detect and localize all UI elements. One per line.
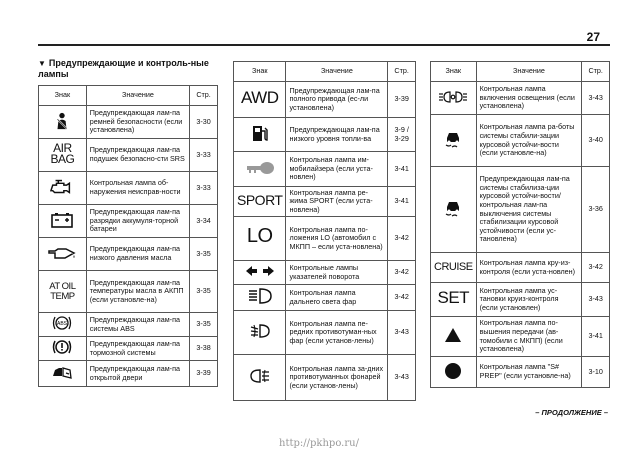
rear-fog-icon <box>249 367 271 385</box>
table-row <box>234 152 416 187</box>
page-cell: 3-43 <box>582 82 610 115</box>
page-cell: 3-41 <box>388 187 416 217</box>
meaning-cell: Контрольная лампа дальнего света фар <box>286 285 388 311</box>
table-row <box>431 167 610 253</box>
page-cell: 3-35 <box>190 271 218 313</box>
table-header <box>431 62 610 82</box>
table-row <box>431 82 610 115</box>
icon-cell <box>39 238 87 271</box>
icon-cell <box>234 217 286 261</box>
icon-cell <box>39 172 87 205</box>
meaning-cell: Предупреждающая лам-па низкого давления масла <box>86 238 189 271</box>
icon-cell <box>39 313 87 337</box>
triangle-icon <box>444 327 462 343</box>
table-row <box>234 217 416 261</box>
table-header <box>234 62 416 82</box>
header-page: Стр. <box>388 62 416 82</box>
meaning-cell: Предупреждающая лам-па разрядки аккумуля-торной батареи <box>86 205 189 238</box>
page-cell: 3-38 <box>190 337 218 361</box>
meaning-cell: Контрольная лампа ра-боты системы стабили-зации курсовой устойчи-вости (если установле-на) <box>476 115 582 167</box>
page-cell: 3-39 <box>388 82 416 118</box>
icon-cell <box>234 355 286 401</box>
page-cell: 3-35 <box>190 238 218 271</box>
table-row <box>39 238 218 271</box>
page-cell: 3-34 <box>190 205 218 238</box>
meaning-cell: Контрольная лампа им-мобилайзера (если уста-новлен) <box>286 152 388 187</box>
table-row <box>234 285 416 311</box>
table-row <box>39 172 218 205</box>
continuation-note: – ПРОДОЛЖЕНИЕ – <box>535 408 608 417</box>
top-rule <box>38 44 610 46</box>
page-cell: 3-40 <box>582 115 610 167</box>
page-cell: 3-42 <box>388 261 416 285</box>
icon-cell <box>234 82 286 118</box>
icon-cell <box>431 115 477 167</box>
page-cell: 3-43 <box>582 283 610 317</box>
awd-text-icon: AWD <box>240 87 279 107</box>
meaning-cell: Предупреждающая лам-па системы ABS <box>86 313 189 337</box>
set-text-icon: SET <box>437 287 470 307</box>
meaning-cell: Предупреждающая лам-па полного привода (ес-ли установлена) <box>286 82 388 118</box>
warning-lamps-table-1 <box>38 85 218 387</box>
lighting-indicator-icon <box>438 91 468 103</box>
table-row <box>431 283 610 317</box>
icon-cell <box>39 106 87 139</box>
table-row <box>234 118 416 152</box>
meaning-cell: Предупреждающая лам-па температуры масла в АКПП (если установле-на) <box>86 271 189 313</box>
meaning-cell: Контрольная лампа по-ложения LO (автомобил с МКПП – если уста-новлена) <box>286 217 388 261</box>
warning-lamps-table-2 <box>233 61 416 401</box>
meaning-cell: Контрольная лампа пе-редних противотуман-ных фар (если установ-лены) <box>286 311 388 355</box>
footer-url[interactable]: http://pkhpo.ru/ <box>279 438 359 449</box>
meaning-cell: Контрольная лампа "S# PREP" (если установле-на) <box>476 357 582 388</box>
icon-cell <box>234 285 286 311</box>
page-cell: 3-42 <box>388 285 416 311</box>
meaning-cell: Контрольная лампа за-дних противотуманных фонарей (если установ-лены) <box>286 355 388 401</box>
table-row <box>39 313 218 337</box>
icon-cell <box>431 82 477 115</box>
header-sign: Знак <box>39 86 87 106</box>
oil-pressure-icon <box>47 246 77 260</box>
table-row <box>431 357 610 388</box>
page-cell: 3-42 <box>582 253 610 283</box>
page-cell: 3-33 <box>190 139 218 172</box>
icon-cell <box>234 152 286 187</box>
header-sign: Знак <box>234 62 286 82</box>
table-row <box>234 261 416 285</box>
brake-warning-icon <box>51 338 73 356</box>
meaning-cell: Предупреждающая лам-па ремней безопасности (если установлена) <box>86 106 189 139</box>
door-open-icon <box>50 364 74 380</box>
header-meaning: Значение <box>476 62 582 82</box>
page-cell: 3-35 <box>190 313 218 337</box>
icon-cell <box>39 205 87 238</box>
meaning-cell: Контрольная лампа ре-жима SPORT (если уста-новлена) <box>286 187 388 217</box>
icon-cell <box>39 139 87 172</box>
table-row <box>39 361 218 387</box>
check-engine-icon <box>50 179 74 195</box>
header-meaning: Значение <box>286 62 388 82</box>
header-sign: Знак <box>431 62 477 82</box>
header-page: Стр. <box>190 86 218 106</box>
icon-cell <box>431 283 477 317</box>
high-beam-icon <box>247 287 273 305</box>
header-page: Стр. <box>582 62 610 82</box>
icon-cell <box>234 187 286 217</box>
icon-cell <box>234 261 286 285</box>
meaning-cell: Контрольная лампа по-вышения передачи (ав-томобили с МКПП) (если установлена) <box>476 317 582 357</box>
turn-signal-arrows-icon <box>245 265 275 277</box>
header-meaning: Значение <box>86 86 189 106</box>
meaning-cell: Предупреждающая лам-па низкого уровня топли-ва <box>286 118 388 152</box>
page-cell: 3-36 <box>582 167 610 253</box>
icon-cell <box>234 118 286 152</box>
warning-lamps-table-3 <box>430 61 610 388</box>
lo-text-icon: LO <box>246 225 273 248</box>
icon-cell <box>39 337 87 361</box>
table-row <box>234 82 416 118</box>
battery-icon <box>50 212 74 228</box>
meaning-cell: Предупреждающая лам-па системы стабилиза-ции курсовой устойчи-вости/контрольная лам-па выключения системы стабилизации курсовой устойчивости (если ус-тановлена) <box>476 167 582 253</box>
table-row <box>234 311 416 355</box>
icon-cell <box>39 361 87 387</box>
table-row <box>431 317 610 357</box>
table-row <box>39 139 218 172</box>
vdc-icon <box>443 129 463 149</box>
table-row <box>431 253 610 283</box>
page-cell: 3-41 <box>388 152 416 187</box>
table-row <box>234 187 416 217</box>
page-cell: 3-43 <box>388 311 416 355</box>
table-row <box>39 106 218 139</box>
meaning-cell: Предупреждающая лам-па тормозной системы <box>86 337 189 361</box>
icon-cell <box>39 271 87 313</box>
page-cell: 3-33 <box>190 172 218 205</box>
front-fog-icon <box>249 322 271 340</box>
airbag-text-icon: AIR BAG <box>50 141 75 166</box>
page-cell: 3-10 <box>582 357 610 388</box>
meaning-cell: Контрольные лампы указателей поворота <box>286 261 388 285</box>
vdc-off-icon <box>443 198 463 218</box>
icon-cell <box>431 167 477 253</box>
table-row <box>39 337 218 361</box>
meaning-cell: Контрольная лампа кру-из-контроля (если уста-новлен) <box>476 253 582 283</box>
abs-icon <box>51 314 73 332</box>
sport-text-icon: SPORT <box>237 191 283 208</box>
page-cell: 3-42 <box>388 217 416 261</box>
table-row <box>39 271 218 313</box>
circle-icon <box>444 362 462 380</box>
page-cell: 3-39 <box>190 361 218 387</box>
page-cell: 3-41 <box>582 317 610 357</box>
table-header <box>39 86 218 106</box>
icon-cell <box>234 311 286 355</box>
page-number: 27 <box>586 30 600 44</box>
icon-cell <box>431 357 477 388</box>
table-row <box>431 115 610 167</box>
immobilizer-key-icon <box>245 161 275 175</box>
low-fuel-icon <box>251 123 269 143</box>
icon-cell <box>431 317 477 357</box>
meaning-cell: Предупреждающая лам-па открытой двери <box>86 361 189 387</box>
triangle-bullet-icon: ▼ <box>38 59 46 68</box>
at-oil-text-icon: AT OIL <box>49 280 76 292</box>
svg-text:ABS: ABS <box>57 321 68 328</box>
temp-text-icon: TEMP <box>50 290 75 302</box>
meaning-cell: Предупреждающая лам-па подушек безопасно-сти SRS <box>86 139 189 172</box>
table-row <box>234 355 416 401</box>
meaning-cell: Контрольная лампа об-наружения неисправ-ности <box>86 172 189 205</box>
page-cell: 3-9 / 3-29 <box>388 118 416 152</box>
section-title: ▼ Предупреждающие и контроль-ные лампы <box>38 58 209 79</box>
seatbelt-icon <box>53 112 71 130</box>
cruise-text-icon: CRUISE <box>434 260 473 273</box>
icon-cell <box>431 253 477 283</box>
page-cell: 3-43 <box>388 355 416 401</box>
table-row <box>39 205 218 238</box>
page-cell: 3-30 <box>190 106 218 139</box>
meaning-cell: Контрольная лампа ус-тановки круиз-контроля (если установлен) <box>476 283 582 317</box>
meaning-cell: Контрольная лампа включения освещения (если установлена) <box>476 82 582 115</box>
